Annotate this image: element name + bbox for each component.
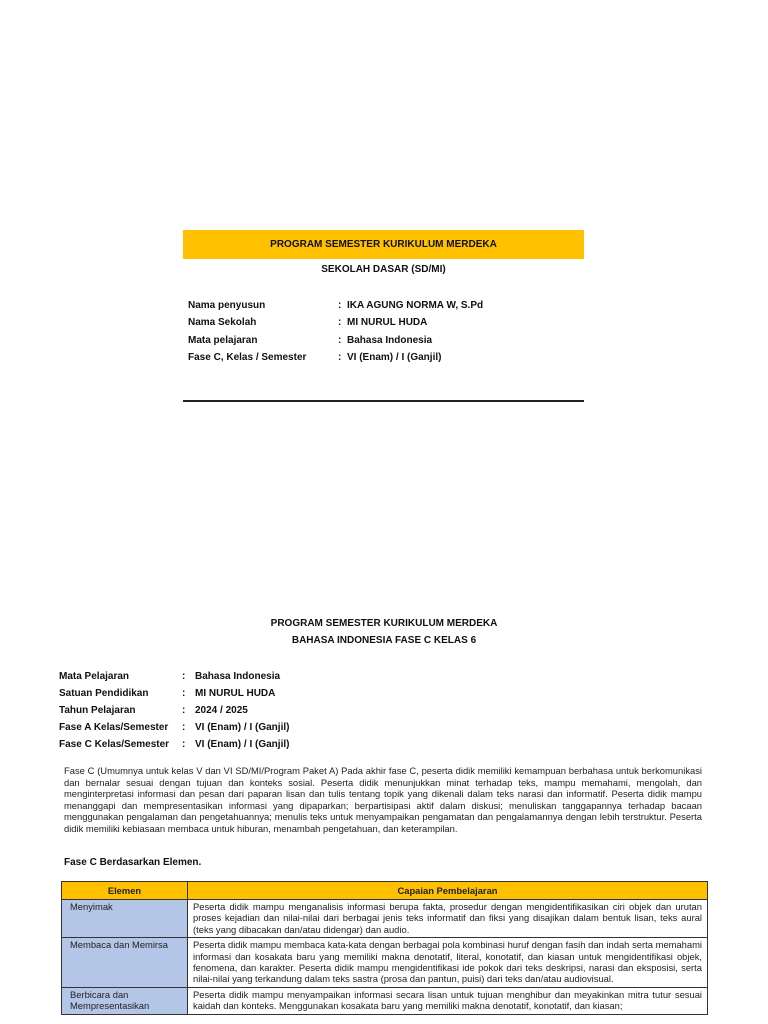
- info-separator: :: [182, 705, 186, 716]
- table-row: [62, 900, 708, 938]
- intro-paragraph: Fase C (Umumnya untuk kelas V dan VI SD/MI/Program Paket A) Pada akhir fase C, peserta didik memiliki kemampuan berbahasa untuk berkomunikasi dan bernalar sesuai dengan tujuan dan konteks sosial. Peserta didik menunjukkan minat terhadap teks, mampu memahami, mengolah, dan menginterpretasi informasi dan pesan dari paparan lisan dan tulis tentang topik yang dikenali dalam teks narasi dan informatif. Peserta didik mampu menanggapi dan mempresentasikan informasi yang dipaparkan; berpartisipasi aktif dalam diskusi; menuliskan tanggapannya terhadap bacaan menggunakan pengalaman dan pengetahuannya; menulis teks untuk menyampaikan pengamatan dan pengalamannya dengan lebih terstruktur. Peserta didik memiliki kebiasaan membaca untuk hiburan, menambah pengetahuan, dan keterampilan.: [64, 765, 702, 834]
- outcome-cell: Peserta didik mampu menganalisis informasi berupa fakta, prosedur dengan mengidentifikasikan ciri objek dan urutan proses kejadian dan nilai-nilai dari berbagai jenis teks informatif dan fiksi yang disajikan dalam bentuk lisan, teks aural (teks yang dibacakan dan/atau didengar) dan audio.: [188, 900, 708, 938]
- info-value: VI (Enam) / I (Ganjil): [195, 722, 290, 733]
- cover-info-row: [188, 332, 483, 349]
- info-value: 2024 / 2025: [195, 705, 248, 716]
- info-separator: :: [182, 688, 186, 699]
- info-separator: :: [338, 317, 342, 329]
- info-separator: :: [182, 739, 186, 750]
- info-value: IKA AGUNG NORMA W, S.Pd: [347, 300, 484, 312]
- cover-title: PROGRAM SEMESTER KURIKULUM MERDEKA: [270, 239, 497, 250]
- cover-subtitle: SEKOLAH DASAR (SD/MI): [321, 264, 446, 275]
- identity-row: [59, 702, 289, 719]
- info-label: Satuan Pendidikan: [59, 688, 149, 699]
- identity-row: [59, 736, 289, 753]
- info-value: VI (Enam) / I (Ganjil): [347, 352, 442, 364]
- info-separator: :: [182, 722, 186, 733]
- info-value: MI NURUL HUDA: [195, 688, 276, 699]
- cover-info: [188, 297, 483, 366]
- outcome-cell: Peserta didik mampu menyampaikan informasi secara lisan untuk tujuan menghibur dan meyakinkan mitra tutur sesuai kaidah dan konteks. Menggunakan kosakata baru yang memiliki makna denotatif, konotatif, dan kiasan;: [188, 987, 708, 1014]
- info-separator: :: [338, 334, 342, 346]
- info-label: Fase C, Kelas / Semester: [188, 352, 307, 364]
- info-value: Bahasa Indonesia: [347, 334, 433, 346]
- info-value: VI (Enam) / I (Ganjil): [195, 739, 290, 750]
- element-cell: Menyimak: [62, 900, 188, 938]
- identity-row: [59, 685, 289, 702]
- table-header-row: [62, 882, 708, 900]
- table-row: [62, 938, 708, 988]
- table-row: [62, 987, 708, 1014]
- page-subtitle: BAHASA INDONESIA FASE C KELAS 6: [291, 635, 477, 646]
- cover-info-row: [188, 314, 483, 331]
- info-label: Nama penyusun: [188, 300, 266, 312]
- info-label: Fase A Kelas/Semester: [59, 722, 169, 733]
- identity-row: [59, 668, 289, 685]
- page-title: PROGRAM SEMESTER KURIKULUM MERDEKA: [270, 618, 498, 629]
- info-separator: :: [338, 300, 342, 312]
- cover-title-bar: [183, 230, 584, 259]
- learning-outcomes-table: [61, 881, 708, 1015]
- element-cell: Membaca dan Memirsa: [62, 938, 188, 988]
- header-capaian: Capaian Pembelajaran: [188, 882, 708, 900]
- info-value: Bahasa Indonesia: [195, 671, 281, 682]
- header-elemen: Elemen: [62, 882, 188, 900]
- cover-info-row: [188, 349, 483, 366]
- outcome-cell: Peserta didik mampu membaca kata-kata dengan berbagai pola kombinasi huruf dengan fasih dan indah serta memahami informasi dan kosakata baru yang memiliki makna denotatif, literal, konotatif, dan kiasan untuk mengidentifikasi objek, fenomena, dan karakter. Peserta didik mampu mengidentifikasi ide pokok dari teks deskripsi, narasi dan eksposisi, serta nilai-nilai yang terkandung dalam teks sastra (prosa dan pantun, puisi) dari teks dan/atau audiovisual.: [188, 938, 708, 988]
- info-label: Fase C Kelas/Semester: [59, 739, 170, 750]
- info-separator: :: [338, 352, 342, 364]
- cover-divider: [183, 400, 584, 402]
- info-label: Nama Sekolah: [188, 317, 257, 329]
- info-label: Mata Pelajaran: [59, 671, 130, 682]
- cover-info-row: [188, 297, 483, 314]
- info-separator: :: [182, 671, 186, 682]
- info-value: MI NURUL HUDA: [347, 317, 428, 329]
- identity-info: [59, 668, 289, 753]
- info-label: Tahun Pelajaran: [59, 705, 136, 716]
- element-heading: Fase C Berdasarkan Elemen.: [64, 857, 202, 868]
- info-label: Mata pelajaran: [188, 334, 258, 346]
- element-cell: Berbicara dan Mempresentasikan: [62, 987, 188, 1014]
- identity-row: [59, 719, 289, 736]
